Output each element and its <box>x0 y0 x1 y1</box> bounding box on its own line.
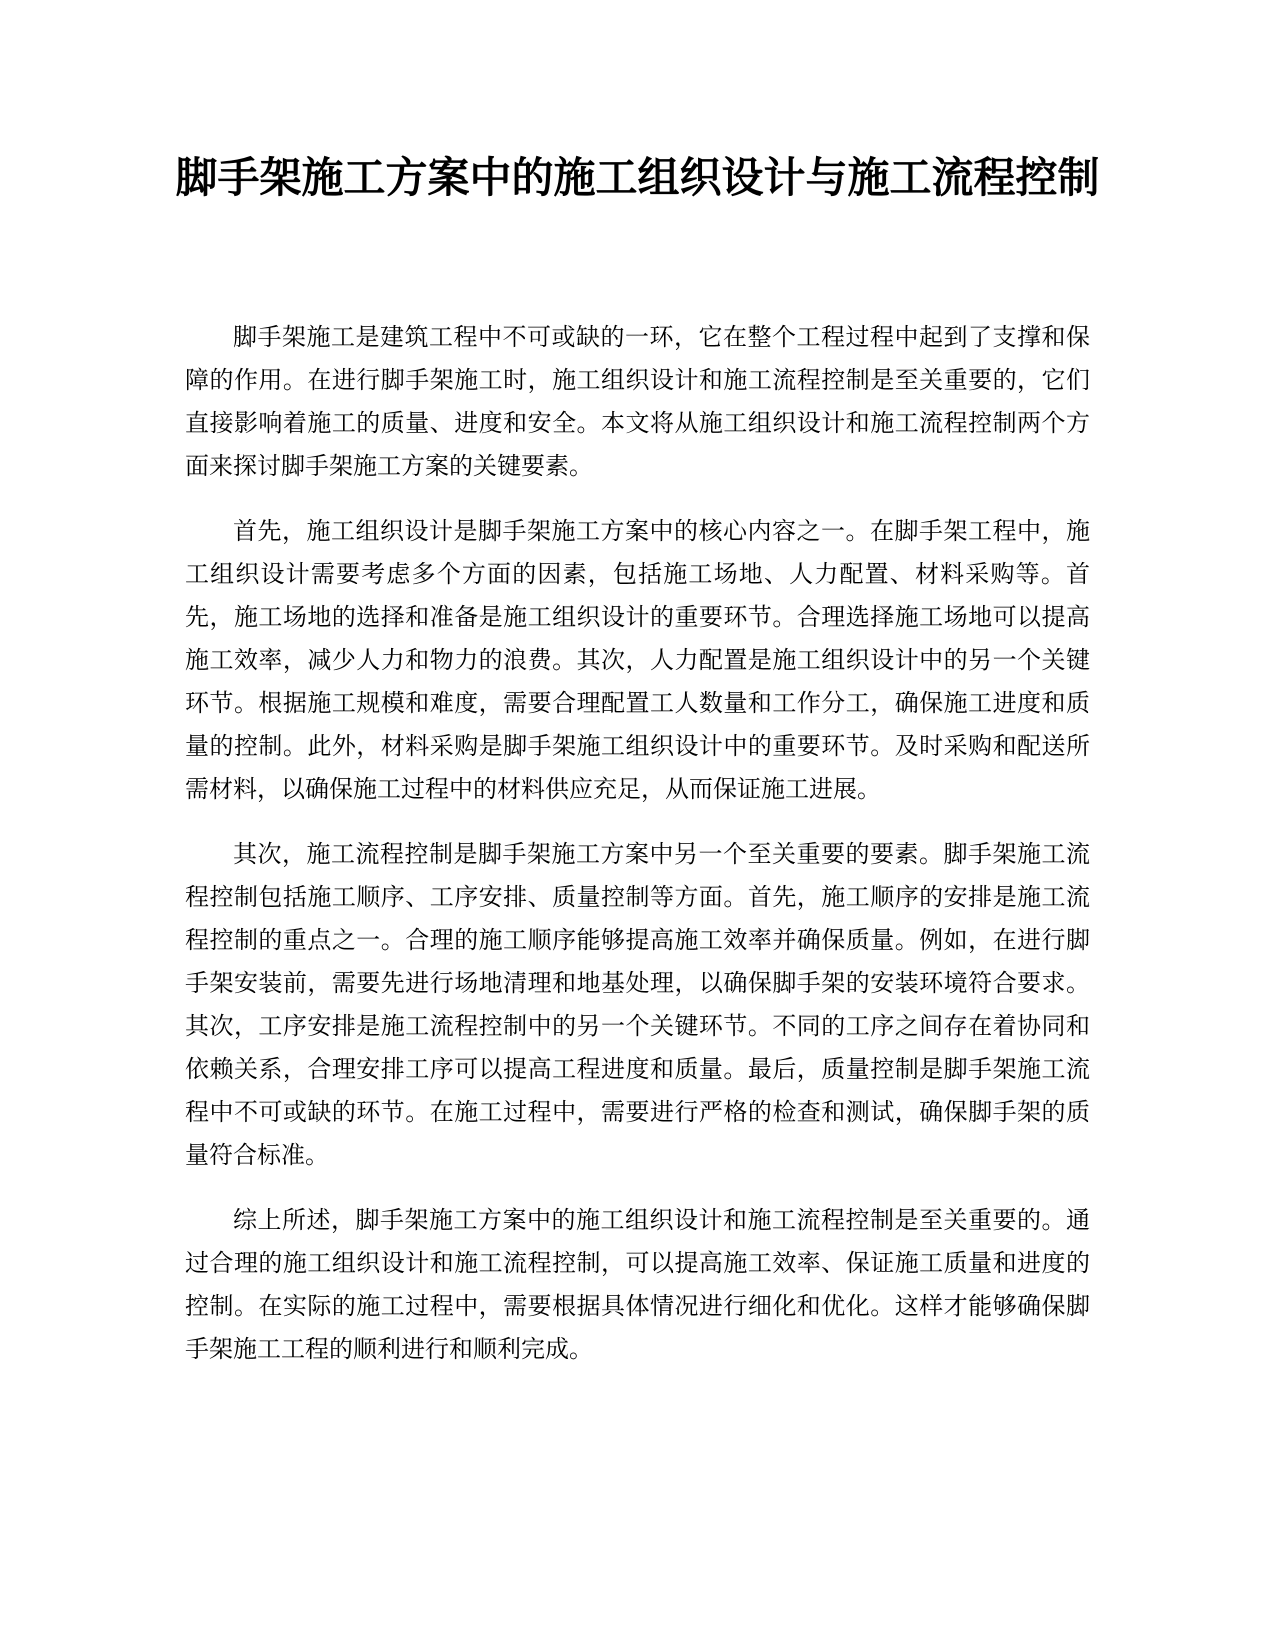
paragraph-process-control: 其次，施工流程控制是脚手架施工方案中另一个至关重要的要素。脚手架施工流程控制包括施工顺序、工序安排、质量控制等方面。首先，施工顺序的安排是施工流程控制的重点之一。合理的施工顺序能够提高施工效率并确保质量。例如，在进行脚手架安装前，需要先进行场地清理和地基处理，以确保脚手架的安装环境符合要求。其次，工序安排是施工流程控制中的另一个关键环节。不同的工序之间存在着协同和依赖关系，合理安排工序可以提高工程进度和质量。最后，质量控制是脚手架施工流程中不可或缺的环节。在施工过程中，需要进行严格的检查和测试，确保脚手架的质量符合标准。 <box>185 840 1090 1169</box>
paragraph-organization-design: 首先，施工组织设计是脚手架施工方案中的核心内容之一。在脚手架工程中，施工组织设计需要考虑多个方面的因素，包括施工场地、人力配置、材料采购等。首先，施工场地的选择和准备是施工组织设计的重要环节。合理选择施工场地可以提高施工效率，减少人力和物力的浪费。其次，人力配置是施工组织设计中的另一个关键环节。根据施工规模和难度，需要合理配置工人数量和工作分工，确保施工进度和质量的控制。此外，材料采购是脚手架施工组织设计中的重要环节。及时采购和配送所需材料，以确保施工过程中的材料供应充足，从而保证施工进展。 <box>185 517 1090 803</box>
document-title: 脚手架施工方案中的施工组织设计与施工流程控制 <box>175 153 1100 202</box>
paragraph-conclusion: 综上所述，脚手架施工方案中的施工组织设计和施工流程控制是至关重要的。通过合理的施工组织设计和施工流程控制，可以提高施工效率、保证施工质量和进度的控制。在实际的施工过程中，需要根据具体情况进行细化和优化。这样才能够确保脚手架施工工程的顺利进行和顺利完成。 <box>185 1206 1090 1363</box>
paragraph-intro: 脚手架施工是建筑工程中不可或缺的一环，它在整个工程过程中起到了支撑和保障的作用。在进行脚手架施工时，施工组织设计和施工流程控制是至关重要的，它们直接影响着施工的质量、进度和安全。本文将从施工组织设计和施工流程控制两个方面来探讨脚手架施工方案的关键要素。 <box>185 323 1090 480</box>
document-body <box>185 316 1090 1393</box>
